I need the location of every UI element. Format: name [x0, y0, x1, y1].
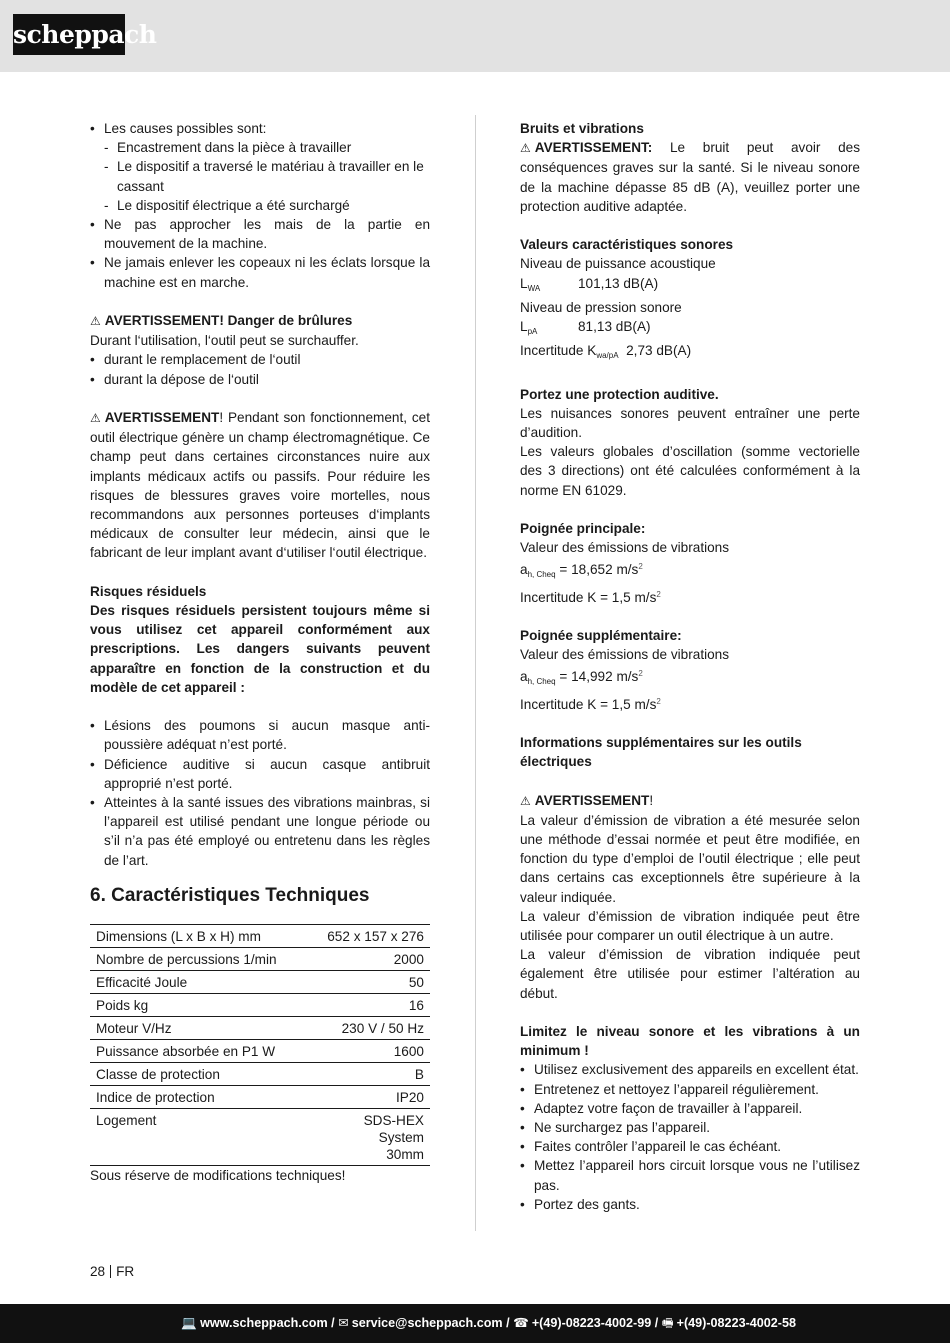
footer-email[interactable]: service@scheppach.com	[351, 1316, 503, 1330]
warning-triangle-icon: ⚠	[520, 141, 531, 156]
warning-triangle-icon: ⚠	[90, 314, 101, 329]
list-item: - Encastrement dans la pièce à travailler	[90, 138, 430, 157]
table-row	[90, 947, 430, 970]
list-item: • durant le remplacement de l‘outil	[90, 350, 430, 369]
residual-list	[90, 716, 430, 870]
table-row	[90, 1062, 430, 1085]
sound-title: Valeurs caractéristiques sonores	[520, 237, 734, 253]
list-item: • Adaptez votre façon de travailler à l’appareil.	[520, 1099, 860, 1118]
spec-label: Dimensions (L x B x H) mm	[90, 924, 292, 947]
spec-value: 2000	[292, 947, 430, 970]
table-row	[90, 993, 430, 1016]
extra-title: Informations supplémentaires sur les outils électriques	[520, 735, 802, 770]
list-item: • Portez des gants.	[520, 1195, 860, 1214]
spec-label: Logement	[90, 1108, 292, 1165]
hearing-text-2: Les valeurs globales d’oscillation (somme vectorielle des 3 directions) ont été calculées conformément à la norme EN 61029.	[520, 444, 860, 498]
aux-emission-value: $a_{h, Cheq} = 14,992$ $m/s^2$	[520, 669, 643, 687]
list-item: - Le dispositif a traversé le matériau à travailler en le cassant	[90, 157, 430, 195]
hearing-title: Portez une protection auditive.	[520, 386, 719, 402]
table-row	[90, 1085, 430, 1108]
burn-warning-title: ⚠ AVERTISSEMENT! Danger de brûlures	[90, 311, 430, 331]
list-item: • Faites contrôler l’appareil le cas échéant.	[520, 1137, 860, 1156]
table-row	[90, 924, 430, 947]
page-footer: 💻 www.scheppach.com / ✉ service@scheppach.com / ☎ +(49)-08223-4002-99 / 🖷 +(49)-08223-4002-58	[0, 1304, 950, 1343]
list-item: • durant la dépose de l‘outil	[90, 370, 430, 389]
list-item: • Lésions des poumons si aucun masque anti-poussière adéquat n’est porté.	[90, 716, 430, 754]
list-item: • Atteintes à la santé issues des vibrations mainbras, si l’appareil est utilisé pendant une longue période ou s’il n’a pas été employé ou entretenu dans les règles de l’art.	[90, 793, 430, 870]
spec-value: 1600	[292, 1039, 430, 1062]
spec-value: B	[292, 1062, 430, 1085]
uncertainty-row: Incertitude $K_{wa/pA}$ 2,73 dB(A)	[520, 343, 692, 361]
causes-intro: Les causes possibles sont:	[104, 121, 267, 136]
spec-label: Indice de protection	[90, 1085, 292, 1108]
lwa-row: $L_{WA}$ 101,13 dB(A)	[520, 275, 659, 293]
sound-power-label: Niveau de puissance acoustique	[520, 256, 716, 272]
main-handle-title: Poignée principale:	[520, 521, 646, 537]
causes-list	[90, 119, 430, 292]
warning-triangle-icon: ⚠	[90, 411, 101, 426]
spec-label: Classe de protection	[90, 1062, 292, 1085]
mail-icon: ✉	[338, 1316, 349, 1330]
extra-text: La valeur d’émission de vibration a été mesurée selon une méthode d’essai normée et peut être modifiée, en fonction du type d’emploi de l’outil électrique ; elle peut dans certains cas exceptionnels être supérieure à la valeur indiquée.	[520, 812, 860, 905]
list-item: • Déficience auditive si aucun casque antibruit approprié n’est porté.	[90, 755, 430, 793]
main-emission-label: Valeur des émissions de vibrations	[520, 540, 730, 556]
section-title: 6. Caractéristiques Techniques	[90, 884, 370, 906]
extra-warning-title: ⚠ AVERTISSEMENT!	[520, 791, 860, 811]
spec-label: Nombre de percussions 1/min	[90, 947, 292, 970]
lpa-row: $L_{pA}$ 81,13 dB(A)	[520, 319, 651, 337]
spec-label: Poids kg	[90, 993, 292, 1016]
computer-icon: 💻	[181, 1316, 198, 1330]
table-row	[90, 1108, 430, 1165]
scheppach-logo: scheppach	[13, 14, 125, 55]
spec-value: 16	[292, 993, 430, 1016]
list-item: • Ne pas approcher les mais de la partie en mouvement de la machine.	[90, 215, 430, 253]
table-row	[90, 970, 430, 993]
spec-value: IP20	[292, 1085, 430, 1108]
limit-title: Limitez le niveau sonore et les vibrations à un minimum !	[520, 1024, 860, 1059]
spec-value: 652 x 157 x 276	[292, 924, 430, 947]
footer-phone: +(49)-08223-4002-99	[531, 1316, 652, 1330]
page-header	[0, 0, 950, 72]
causes-sublist	[90, 138, 430, 215]
burn-warning-text: Durant l‘utilisation, l‘outil peut se surchauffer.	[90, 333, 359, 349]
table-row	[90, 1016, 430, 1039]
hearing-text: Les nuisances sonores peuvent entraîner une perte d’audition.	[520, 405, 860, 441]
table-row	[90, 1039, 430, 1062]
specs-note: Sous réserve de modifications techniques!	[90, 1167, 346, 1183]
main-uncertainty: Incertitude K = 1,5 $m/s^2$	[520, 589, 661, 605]
footer-fax: +(49)-08223-4002-58	[676, 1316, 796, 1330]
extra-text-2: La valeur d’émission de vibration indiquée peut être utilisée pour comparer un outil électrique à un autre.	[520, 908, 860, 944]
spec-value: 50	[292, 970, 430, 993]
list-item: - Le dispositif électrique a été surchargé	[90, 196, 430, 215]
list-item: • Entretenez et nettoyez l’appareil régulièrement.	[520, 1080, 860, 1099]
noise-title: Bruits et vibrations	[520, 121, 644, 136]
aux-uncertainty: Incertitude K = 1,5 $m/s^2$	[520, 696, 661, 712]
list-item: • Utilisez exclusivement des appareils en excellent état.	[520, 1060, 860, 1079]
footer-web[interactable]: www.scheppach.com	[200, 1316, 328, 1330]
limit-list	[520, 1060, 860, 1214]
spec-label: Efficacité Joule	[90, 970, 292, 993]
residual-title: Risques résiduels	[90, 583, 207, 599]
spec-label: Moteur V/Hz	[90, 1016, 292, 1039]
sound-pressure-label: Niveau de pression sonore	[520, 299, 682, 315]
extra-text-3: La valeur d’émission de vibration indiquée peut également être utilisée pour estimer l’altération au début.	[520, 947, 860, 1001]
spec-label: Puissance absorbée en P1 W	[90, 1039, 292, 1062]
phone-icon: ☎	[513, 1316, 529, 1330]
aux-emission-label: Valeur des émissions de vibrations	[520, 647, 730, 663]
list-item	[90, 119, 430, 215]
main-emission-value: $a_{h, Cheq} = 18,652$ $m/s^2$	[520, 562, 643, 580]
left-column	[90, 119, 430, 1185]
specs-table	[90, 924, 430, 1166]
residual-text: Des risques résiduels persistent toujours même si vous utilisez cet appareil conformément aux prescriptions. Les dangers suivants peuvent apparaître en fonction de la construction et du modèle de cet appareil :	[90, 603, 430, 695]
aux-handle-title: Poignée supplémentaire:	[520, 628, 682, 644]
list-item: • Mettez l’appareil hors circuit lorsque vous ne l’utilisez pas.	[520, 1156, 860, 1194]
burn-list	[90, 350, 430, 388]
spec-value: 230 V / 50 Hz	[292, 1016, 430, 1039]
fax-icon: 🖷	[661, 1316, 674, 1330]
em-warning: ⚠ AVERTISSEMENT! Pendant son fonctionnement, cet outil électrique génère un champ électromagnétique. Ce champ peut dans certaines circonstances nuire aux implants médicaux actifs ou passifs. Pour réduire les risques de blessures graves voire mortelles, nous recommandons aux personnes porteuses d‘implants médicaux de consulter leur médecin, ainsi que le fabricant de leur implant avant d‘utiliser l‘outil électrique.	[90, 410, 430, 561]
page-number: 28 FR	[90, 1264, 135, 1279]
column-divider	[475, 115, 476, 1231]
noise-warning: ⚠ AVERTISSEMENT: Le bruit peut avoir des conséquences graves sur la santé. Si le niveau sonore de la machine dépasse 85 dB (A), veuillez porter une protection auditive adaptée.	[520, 140, 860, 214]
list-item: • Ne surchargez pas l’appareil.	[520, 1118, 860, 1137]
spec-value: SDS-HEX System 30mm	[292, 1108, 430, 1165]
warning-triangle-icon: ⚠	[520, 793, 531, 808]
right-column	[520, 119, 860, 1214]
list-item: • Ne jamais enlever les copeaux ni les éclats lorsque la machine est en marche.	[90, 253, 430, 291]
